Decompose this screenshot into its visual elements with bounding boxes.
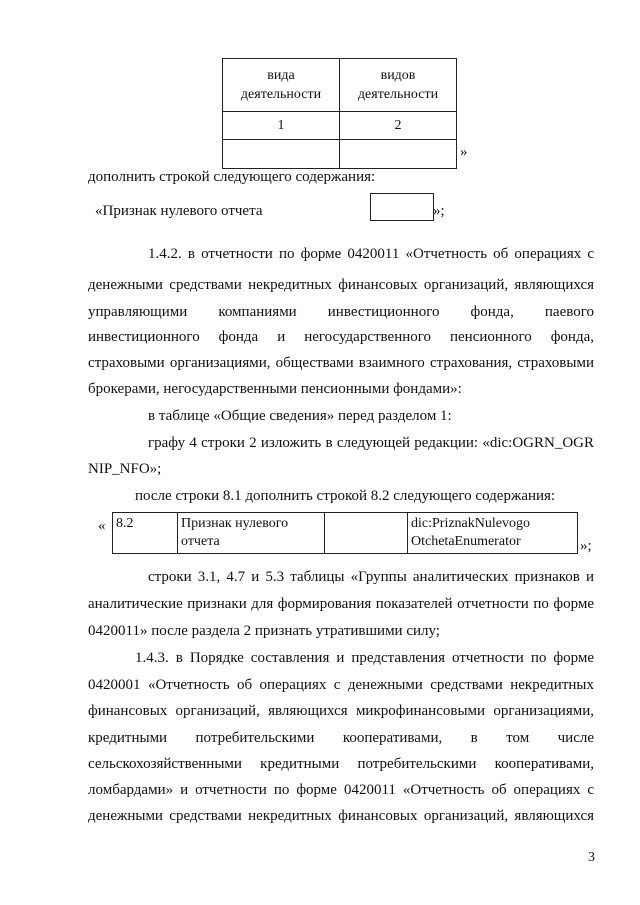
row-open-quote: « [98, 518, 106, 534]
header-line: деятельности [240, 87, 322, 102]
graph4-line: NIP_NFO»; [88, 461, 162, 477]
cell-line: Признак нулевого [181, 516, 289, 531]
zero-report-box [370, 193, 434, 221]
row-close-suffix: »; [580, 538, 592, 554]
p142-line: управляющими компаниями инвестиционного фонда, паевого [88, 304, 594, 320]
p143-line: 1.4.3. в Порядке составления и представления отчетности по форме [135, 650, 594, 666]
rows-line: строки 3.1, 4.7 и 5.3 таблицы «Группы аналитических признаков и [148, 569, 594, 585]
p143-line: сельскохозяйственными кредитными потребительскими кооперативами, [88, 756, 594, 772]
empty-cell [340, 140, 457, 169]
page-number: 3 [588, 850, 595, 865]
activity-header-cell [223, 59, 340, 112]
header-line: видов [380, 68, 416, 83]
rows-line: аналитические признаки для формирования показателей отчетности по форме [88, 596, 594, 612]
row-code-cell: 8.2 [113, 513, 178, 554]
zero-report-label: «Признак нулевого отчета [95, 203, 263, 219]
cell-line: отчета [181, 534, 220, 549]
column-number-cell: 2 [340, 112, 457, 140]
row-82-table [112, 512, 578, 554]
p143-line: 0420001 «Отчетность об операциях с денежными средствами некредитных [88, 677, 594, 693]
p142-line: денежными средствами некредитных финансовых организаций, являющихся [88, 277, 594, 293]
p143-line: кредитными потребительскими кооперативами, в том числе [88, 730, 594, 746]
zero-report-suffix: »; [433, 203, 445, 219]
rows-line: 0420011» после раздела 2 признать утратившими силу; [88, 623, 440, 639]
header-line: вида [267, 68, 295, 83]
activities-header-cell [340, 59, 457, 112]
p142-line: страховыми организациями, обществами взаимного страхования, страховыми [88, 355, 594, 371]
p142-line: инвестиционного фонда и негосударственного пенсионного фонда, [88, 329, 594, 345]
cell-line: dic:PriznakNulevogo [411, 516, 530, 531]
header-line: деятельности [357, 87, 439, 102]
table-general-paragraph: в таблице «Общие сведения» перед разделом 1: [148, 408, 452, 424]
p143-line: финансовых организаций, являющихся микрофинансовыми организациями, [88, 703, 594, 719]
closing-quote: » [460, 144, 468, 160]
after-81-paragraph: после строки 8.1 дополнить строкой 8.2 следующего содержания: [135, 488, 556, 504]
add-line-paragraph: дополнить строкой следующего содержания: [88, 169, 376, 185]
p142-line: брокерами, негосударственными пенсионными фондами»: [88, 381, 462, 397]
p143-line: денежными средствами некредитных финансовых организаций, являющихся [88, 808, 594, 824]
p142-line: 1.4.2. в отчетности по форме 0420011 «Отчетность об операциях с [148, 246, 594, 262]
row-empty-cell [325, 513, 408, 554]
activity-table [222, 58, 457, 169]
row-dic-cell [408, 513, 578, 554]
empty-cell [223, 140, 340, 169]
p143-line: ломбардами» и отчетности по форме 0420011 «Отчетность об операциях с [88, 782, 594, 798]
column-number-cell: 1 [223, 112, 340, 140]
cell-line: OtchetaEnumerator [411, 534, 521, 549]
graph4-line: графу 4 строки 2 изложить в следующей редакции: «dic:OGRN_OGR [148, 435, 594, 451]
row-label-cell [178, 513, 325, 554]
